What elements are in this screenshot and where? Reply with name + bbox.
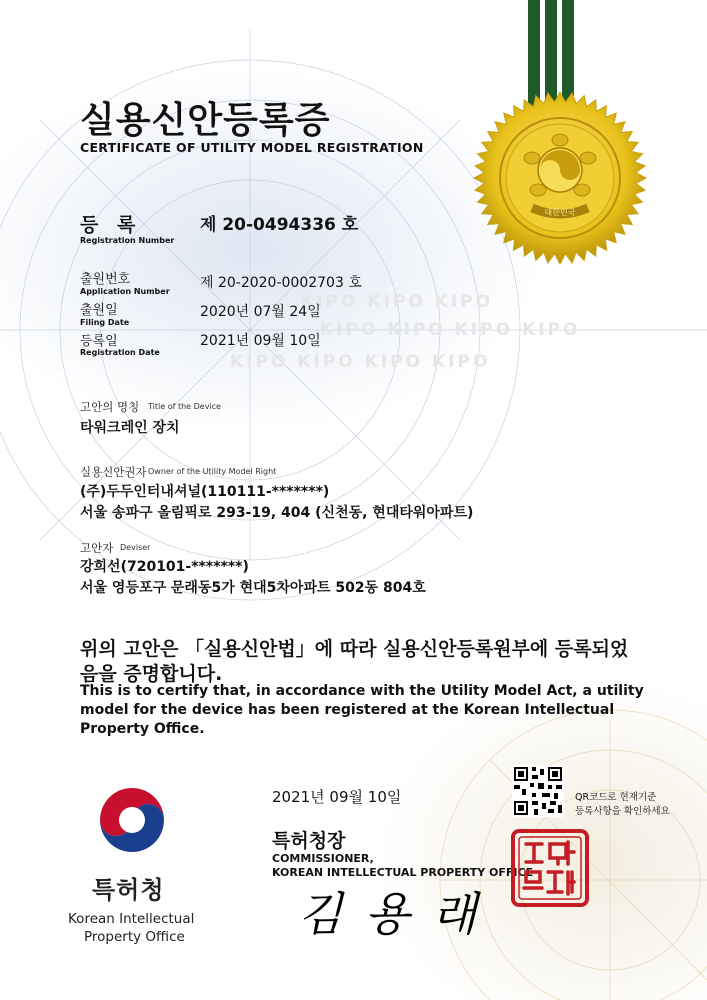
seal-text: 대한민국: [544, 208, 576, 217]
qr-note-line-2: 등록사항을 확인하세요: [575, 806, 670, 817]
office-name-en-2: Property Office: [84, 929, 185, 945]
filing-date-label-en: Filing Date: [80, 318, 130, 327]
registration-date: 2021년 09월 10일: [200, 333, 321, 349]
owner-label: 실용신안권자: [80, 465, 147, 479]
qr-code-icon: [512, 765, 564, 817]
deviser-address: 서울 영등포구 문래동5가 현대5차아파트 502동 804호: [80, 580, 426, 596]
registration-label-en: Registration Number: [80, 236, 175, 245]
commissioner-title-ko: 특허청장: [272, 830, 346, 852]
certificate-title-en: CERTIFICATE OF UTILITY MODEL REGISTRATION: [80, 140, 424, 155]
owner-label-en: Owner of the Utility Model Right: [148, 467, 277, 476]
device-title: 타워크레인 장치: [80, 420, 180, 436]
device-title-label-en: Title of the Device: [148, 402, 221, 411]
application-number: 제 20-2020-0002703 호: [200, 275, 362, 291]
registration-date-label: 등록일: [80, 334, 118, 349]
certification-statement-ko: 위의 고안은 「실용신안법」에 따라 실용신안등록원부에 등록되었음을 증명합니다.: [80, 638, 629, 685]
owner-address: 서울 송파구 올림픽로 293-19, 404 (신천동, 현대타워아파트): [80, 505, 474, 521]
filing-date: 2020년 07월 24일: [200, 304, 321, 320]
device-title-label: 고안의 명칭: [80, 400, 140, 414]
deviser-label-en: Deviser: [120, 543, 151, 552]
issue-date: 2021년 09월 10일: [272, 788, 402, 806]
watermark-row-3: KIPO KIPO KIPO KIPO: [230, 352, 491, 372]
commissioner-title-en-1: COMMISSIONER,: [272, 852, 374, 865]
owner-name: (주)두두인터내셔널(110111-*******): [80, 484, 330, 500]
deviser-label: 고안자: [80, 541, 114, 555]
watermark-row-2: KIPO KIPO KIPO KIPO: [320, 320, 581, 340]
official-stamp-icon: [510, 828, 590, 908]
watermark-row-1: KIPO KIPO KIPO: [300, 292, 494, 312]
certification-statement-en: This is to certify that, in accordance with the Utility Model Act, a utility model for the device has been registered at the Korean Intellectual Property Office.: [80, 683, 644, 737]
filing-date-label: 출원일: [80, 303, 118, 318]
certificate-title-ko: 실용신안등록증: [80, 100, 331, 141]
commissioner-signature: 김 용 래: [298, 887, 481, 941]
kipo-logo-icon: [92, 780, 172, 860]
deviser-name: 강희선(720101-*******): [80, 559, 249, 575]
office-name-en-1: Korean Intellectual: [68, 911, 195, 927]
commissioner-title-en-2: KOREAN INTELLECTUAL PROPERTY OFFICE: [272, 866, 534, 879]
application-label-en: Application Number: [80, 287, 170, 296]
application-label: 출원번호: [80, 272, 131, 287]
office-name-ko: 특허청: [92, 876, 165, 904]
gold-seal-icon: [470, 88, 650, 268]
registration-date-label-en: Registration Date: [80, 348, 160, 357]
registration-number: 제 20-0494336 호: [200, 215, 359, 235]
qr-note-line-1: QR코드로 현재기준: [575, 792, 657, 803]
registration-label: 등 록: [80, 214, 142, 236]
